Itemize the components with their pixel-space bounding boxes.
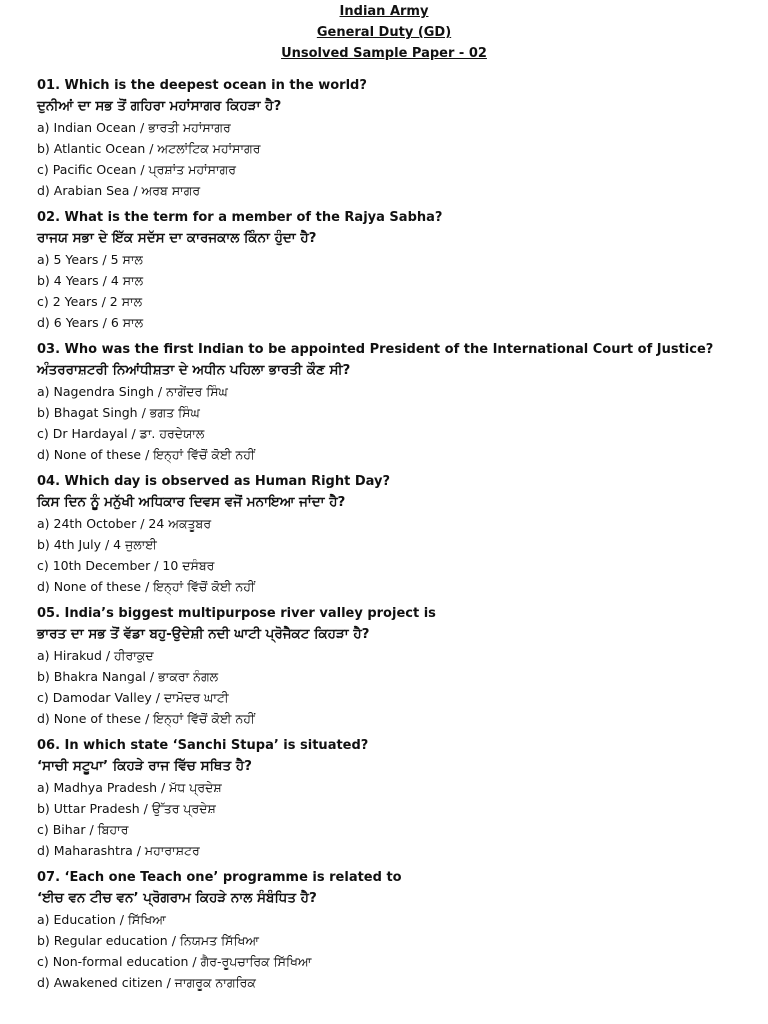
option-c: c) Bihar / ਬਿਹਾਰ xyxy=(37,822,129,837)
option-b: b) Regular education / ਨਿਯਮਤ ਸਿੱਖਿਆ xyxy=(37,933,259,948)
question-text-english: 06. In which state ‘Sanchi Stupa’ is situated? xyxy=(37,738,369,753)
option-c: c) 2 Years / 2 ਸਾਲ xyxy=(37,294,143,309)
question-list xyxy=(0,76,768,993)
question-05 xyxy=(37,604,738,729)
option-a: a) Hirakud / ਹੀਰਾਕੁਦ xyxy=(37,648,154,663)
question-text-english: 07. ‘Each one Teach one’ programme is related to xyxy=(37,870,402,885)
question-02 xyxy=(37,208,738,333)
option-c: c) Pacific Ocean / ਪ੍ਰਸ਼ਾਂਤ ਮਹਾਂਸਾਗਰ xyxy=(37,162,237,177)
option-d: d) Maharashtra / ਮਹਾਰਾਸ਼ਟਰ xyxy=(37,843,200,858)
option-a: a) Indian Ocean / ਭਾਰਤੀ ਮਹਾਂਸਾਗਰ xyxy=(37,120,231,135)
option-c: c) Dr Hardayal / ਡਾ. ਹਰਦੇਯਾਲ xyxy=(37,426,205,441)
document-header xyxy=(0,0,768,64)
option-d: d) Arabian Sea / ਅਰਬ ਸਾਗਰ xyxy=(37,183,201,198)
option-a: a) 24th October / 24 ਅਕਤੂਬਰ xyxy=(37,516,212,531)
question-text-punjabi: ਕਿਸ ਦਿਨ ਨੂੰ ਮਨੁੱਖੀ ਅਧਿਕਾਰ ਦਿਵਸ ਵਜੋਂ ਮਨਾਇਆ ਜਾਂਦਾ ਹੈ? xyxy=(37,494,346,510)
option-d: d) Awakened citizen / ਜਾਗਰੂਕ ਨਾਗਰਿਕ xyxy=(37,975,256,990)
question-text-punjabi: ਰਾਜਯ ਸਭਾ ਦੇ ਇੱਕ ਸਦੱਸ ਦਾ ਕਾਰਜਕਾਲ ਕਿੰਨਾ ਹੁੰਦਾ ਹੈ? xyxy=(37,230,317,246)
question-06 xyxy=(37,736,738,861)
header-title-indian-army: Indian Army xyxy=(339,4,429,19)
option-d: d) 6 Years / 6 ਸਾਲ xyxy=(37,315,144,330)
question-01 xyxy=(37,76,738,201)
question-text-english: 01. Which is the deepest ocean in the world? xyxy=(37,78,367,93)
option-a: a) Nagendra Singh / ਨਾਗੇਂਦਰ ਸਿੰਘ xyxy=(37,384,228,399)
question-03 xyxy=(37,340,738,465)
option-c: c) Non-formal education / ਗੈਰ-ਰੂਪਚਾਰਿਕ ਸਿੱਖਿਆ xyxy=(37,954,312,969)
question-text-english: 03. Who was the first Indian to be appointed President of the International Court of Justice? xyxy=(37,342,714,357)
question-text-english: 04. Which day is observed as Human Right Day? xyxy=(37,474,391,489)
option-b: b) Bhagat Singh / ਭਗਤ ਸਿੰਘ xyxy=(37,405,200,420)
question-text-punjabi: ਦੁਨੀਆਂ ਦਾ ਸਭ ਤੋਂ ਗਹਿਰਾ ਮਹਾਂਸਾਗਰ ਕਿਹੜਾ ਹੈ? xyxy=(37,98,282,114)
option-b: b) Bhakra Nangal / ਭਾਕਰਾ ਨੰਗਲ xyxy=(37,669,219,684)
question-text-english: 02. What is the term for a member of the Rajya Sabha? xyxy=(37,210,443,225)
question-text-english: 05. India’s biggest multipurpose river valley project is xyxy=(37,606,436,621)
option-c: c) Damodar Valley / ਦਾਮੋਦਰ ਘਾਟੀ xyxy=(37,690,229,705)
question-text-punjabi: ‘ਸਾਚੀ ਸਟੂਪਾ’ ਕਿਹੜੇ ਰਾਜ ਵਿੱਚ ਸਥਿਤ ਹੈ? xyxy=(37,758,252,774)
question-text-punjabi: ਭਾਰਤ ਦਾ ਸਭ ਤੋਂ ਵੱਡਾ ਬਹੁ-ਉਦੇਸ਼ੀ ਨਦੀ ਘਾਟੀ ਪ੍ਰੋਜੈਕਟ ਕਿਹੜਾ ਹੈ? xyxy=(37,626,370,642)
option-a: a) Education / ਸਿੱਖਿਆ xyxy=(37,912,166,927)
option-b: b) 4 Years / 4 ਸਾਲ xyxy=(37,273,144,288)
option-b: b) 4th July / 4 ਜੁਲਾਈ xyxy=(37,537,157,552)
option-d: d) None of these / ਇਨ੍ਹਾਂ ਵਿੱਚੋਂ ਕੋਈ ਨਹੀਂ xyxy=(37,711,255,726)
question-07 xyxy=(37,868,738,993)
header-title-sample-paper: Unsolved Sample Paper - 02 xyxy=(281,46,487,61)
question-04 xyxy=(37,472,738,597)
option-a: a) Madhya Pradesh / ਮੱਧ ਪ੍ਰਦੇਸ਼ xyxy=(37,780,222,795)
option-b: b) Atlantic Ocean / ਅਟਲਾਂਟਿਕ ਮਹਾਂਸਾਗਰ xyxy=(37,141,261,156)
option-d: d) None of these / ਇਨ੍ਹਾਂ ਵਿੱਚੋਂ ਕੋਈ ਨਹੀਂ xyxy=(37,447,255,462)
option-c: c) 10th December / 10 ਦਸੰਬਰ xyxy=(37,558,215,573)
question-text-punjabi: ਅੰਤਰਰਾਸ਼ਟਰੀ ਨਿਆਂਧੀਸ਼ਤਾ ਦੇ ਅਧੀਨ ਪਹਿਲਾ ਭਾਰਤੀ ਕੌਣ ਸੀ? xyxy=(37,362,351,378)
option-b: b) Uttar Pradesh / ਉੱਤਰ ਪ੍ਰਦੇਸ਼ xyxy=(37,801,216,816)
option-d: d) None of these / ਇਨ੍ਹਾਂ ਵਿੱਚੋਂ ਕੋਈ ਨਹੀਂ xyxy=(37,579,255,594)
option-a: a) 5 Years / 5 ਸਾਲ xyxy=(37,252,143,267)
question-text-punjabi: ‘ਈਚ ਵਨ ਟੀਚ ਵਨ’ ਪ੍ਰੋਗਰਾਮ ਕਿਹੜੇ ਨਾਲ ਸੰਬੰਧਿਤ ਹੈ? xyxy=(37,890,317,906)
header-title-general-duty: General Duty (GD) xyxy=(316,25,452,40)
